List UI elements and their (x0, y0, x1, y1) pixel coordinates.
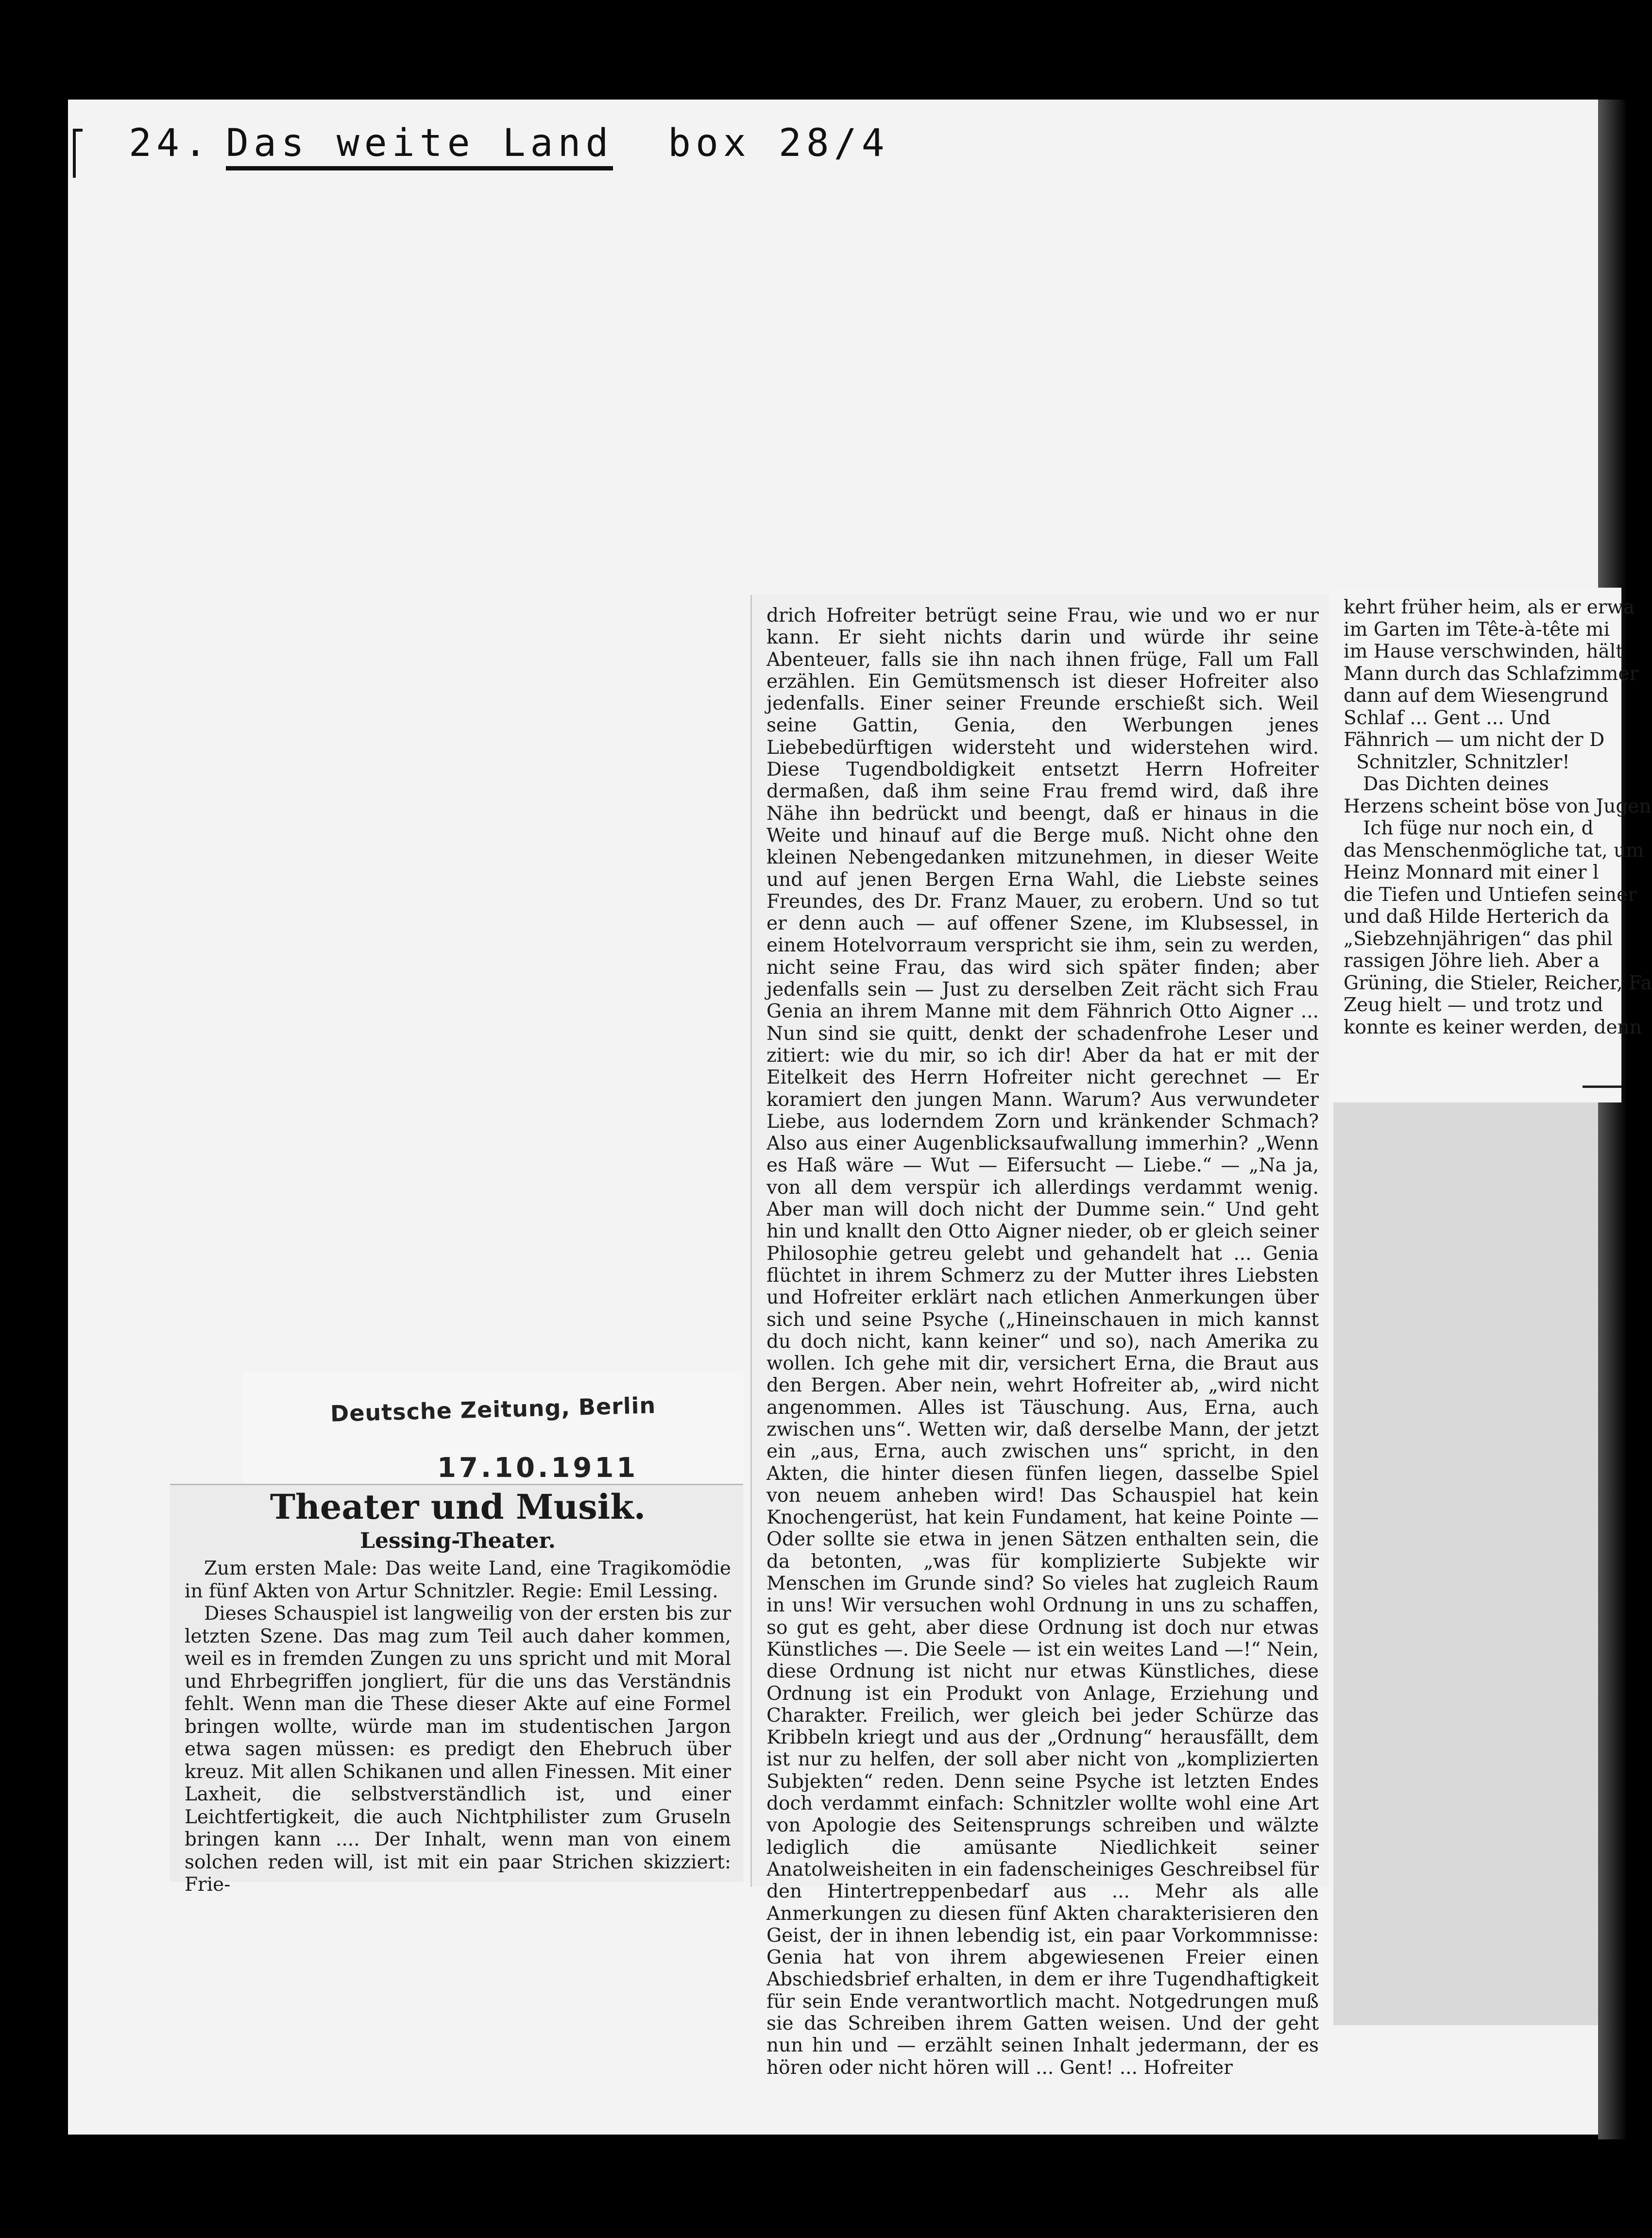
right-line: Heinz Monnard mit einer l (1344, 862, 1599, 883)
clipping-review (170, 1484, 743, 1896)
right-line: konnte es keiner werden, denn (1344, 1016, 1642, 1038)
newspaper-stamp-clipping (243, 1372, 743, 1498)
right-line: Schlaf ... Gent ... Und (1344, 707, 1550, 729)
right-line: dann auf dem Wiesengrund (1344, 685, 1609, 707)
right-line: im Hause verschwinden, hält (1344, 641, 1623, 662)
review-paragraph: Dieses Schauspiel ist langweilig von der ersten bis zur letzten Szene. Das mag zum Teil auch daher kommen, weil es in fremden Zungen zu uns spricht und mit Moral und Ehrbegriffen jongliert, für die uns das Verständnis fehlt. Wenn man die These dieser Akte auf eine Formel bringen wollte, würde man im studentischen Jargon etwa sagen müssen: es predigt den Ehebruch über kreuz. Mit allen Schikanen und allen Finessen. Mit einer Laxheit, die selbstverständlich ist, und einer Leichtfertigkeit, die auch Nichtphilister zum Gruseln bringen kann .... Der Inhalt, wenn man von einem solchen reden will, ist mit ein paar Strichen skizziert: Frie- (185, 1603, 731, 1896)
review-paragraph: Zum ersten Male: Das weite Land, eine Tragikomödie in fünf Akten von Artur Schnitzler. Regie: Emil Lessing. (185, 1558, 731, 1602)
right-line: Fähnrich — um nicht der D (1344, 729, 1605, 751)
right-line: rassigen Jöhre lieh. Aber a (1344, 950, 1600, 972)
right-line: und daß Hilde Herterich da (1344, 906, 1609, 928)
folder-number: 24. (129, 121, 212, 165)
right-line: Herzens scheint böse von Jugen (1344, 795, 1652, 817)
clipping-right-column (1330, 588, 1652, 1102)
clipping-main-column (750, 595, 1328, 2079)
right-line: Zeug hielt — und trotz und (1344, 994, 1603, 1016)
box-label: box 28/4 (668, 121, 889, 165)
newspaper-name-stamp: Deutsche Zeitung, Berlin (330, 1392, 656, 1427)
review-subheading: Lessing-Theater. (360, 1528, 556, 1553)
review-heading: Theater und Musik. (270, 1487, 646, 1527)
right-line: die Tiefen und Untiefen seiner (1344, 883, 1637, 906)
date-stamp: 17.10.1911 (437, 1452, 639, 1484)
end-rule (1583, 1085, 1621, 1088)
corner-mark (73, 129, 83, 178)
right-line: Das Dichten deines (1363, 773, 1549, 795)
right-line: das Menschenmögliche tat, um (1344, 839, 1644, 862)
card-edge-shadow (1598, 100, 1627, 2139)
card-shadow-area (1333, 1102, 1598, 2025)
work-title: Das weite Land (226, 121, 613, 170)
right-line: kehrt früher heim, als er erwa (1344, 596, 1635, 618)
right-line: „Siebzehnjährigen“ das phil (1344, 928, 1613, 950)
right-line: Ich füge nur noch ein, d (1363, 817, 1594, 839)
main-column-text: drich Hofreiter betrügt seine Frau, wie und wo er nur kann. Er sieht nichts darin und würde ihr seine Abenteuer, falls sie ihn nach ihnen frügе, Fall um Fall erzählen. Ein Gemütsmensch ist dieser Hofreiter also jedenfalls. Einer seiner Freunde erschießt sich. Weil seine Gattin, Genia, den Werbungen jenes Liebebedürftigen widersteht und widerstehen wird. Diese Tugendboldigkeit entsetzt Herrn Hofreiter dermaßen, daß ihm seine Frau fremd wird, daß ihre Nähe ihn bedrückt und beengt, daß er hinaus in die Weite und hinauf auf die Berge muß. Nicht ohne den kleinen Nebengedanken mitzunehmen, in dieser Weite und auf jenen Bergen Erna Wahl, die Liebste seines Freundes, des Dr. Franz Mauer, zu erobern. Und so tut er denn auch — auf offener Szene, im Klubsessel, in einem Hotelvorraum verspricht sie ihm, sein zu werden, nicht seine Frau, das wird sich später finden; aber jedenfalls sein — Just zu derselben Zeit rächt sich Frau Genia an ihrem Manne mit dem Fähnrich Otto Aigner ... Nun sind sie quitt, denkt der schadenfrohe Leser und zitiert: wie du mir, so ich dir! Aber da hat er mit der Eitelkeit des Herrn Hofreiter nicht gerechnet — Er koramiert den jungen Mann. Warum? Aus verwundeter Liebe, aus loderndem Zorn und kränkender Schmach? Also aus einer Augenblicksaufwallung immerhin? „Wenn es Haß wäre — Wut — Eifersucht — Liebe.“ — „Na ja, von all dem verspür ich allerdings verdammt wenig. Aber man will doch nicht der Dumme sein.“ Und geht hin und knallt den Otto Aigner nieder, ob er gleich seiner Philosophie getreu gelebt und gehandelt hat ... Genia flüchtet in ihrem Schmerz zu der Mutter ihres Liebsten und Hofreiter erklärt nach etlichen Anmerkungen über sich und seine Psyche („Hineinschauen in mich kannst du doch nicht, kann keiner“ und so), nach Amerika zu wollen. Ich gehe mit dir, versichert Erna, die Braut aus den Bergen. Aber nein, wehrt Hofreiter ab, „wird nicht angenommen. Alles ist Täuschung. Aus, Erna, auch zwischen uns“. Wetten wir, daß derselbe Mann, der jetzt ein „aus, Erna, auch zwischen uns“ spricht, in den Akten, die hinter diesen fünfen liegen, dasselbe Spiel von neuem anheben wird! Das Schauspiel hat kein Knochengerüst, hat kein Fundament, hat keine Pointe — Oder sollte sie etwa in jenen Sätzen enthalten sein, die da betonten, „was für komplizierte Subjekte wir Menschen im Grunde sind? So vieles hat zugleich Raum in uns! Wir versuchen wohl Ordnung in uns zu schaffen, so gut es geht, aber diese Ordnung ist doch nur etwas Künstliches —. Die Seele — ist ein weites Land —!“ Nein, diese Ordnung ist nicht nur etwas Künstliches, diese Ordnung ist ein Produkt von Anlage, Erziehung und Charakter. Freilich, wer gleich bei jeder Schürze das Kribbeln kriegt und aus der „Ordnung“ herausfällt, dem ist nur zu helfen, der soll aber nicht von „komplizierten Subjekten“ reden. Denn seine Psyche ist letzten Endes doch verdammt einfach: Schnitzler wollte wohl eine Art von Apologie des Seitensprungs schreiben und wälzte lediglich die amüsante Niedlichkeit seiner Anatolweisheiten in ein fadenscheiniges Geschreibsel für den Hintertreppenbedarf aus ... Mehr als alle Anmerkungen zu diesen fünf Akten charakterisieren den Geist, der in ihnen lebendig ist, ein paar Vorkommnisse: Genia hat von ihrem abgewiesenen Freier einen Abschiedsbrief erhalten, in dem er ihre Tugendhaftigkeit für sein Ende verantwortlich macht. Notgedrungen muß sie das Schreiben ihrem Gatten weisen. Und der geht nun hin und — erzählt seinen Inhalt jedermann, der es hören oder nicht hören will ... Gent! ... Hofreiter (766, 605, 1319, 2079)
right-line-heading: Schnitzler, Schnitzler! (1356, 751, 1570, 773)
right-line: Grüning, die Stieler, Reicher, Fa (1344, 972, 1652, 994)
right-line: im Garten im Tête-à-tête mi (1344, 618, 1610, 641)
right-line: Mann durch das Schlafzimmer (1344, 662, 1639, 685)
